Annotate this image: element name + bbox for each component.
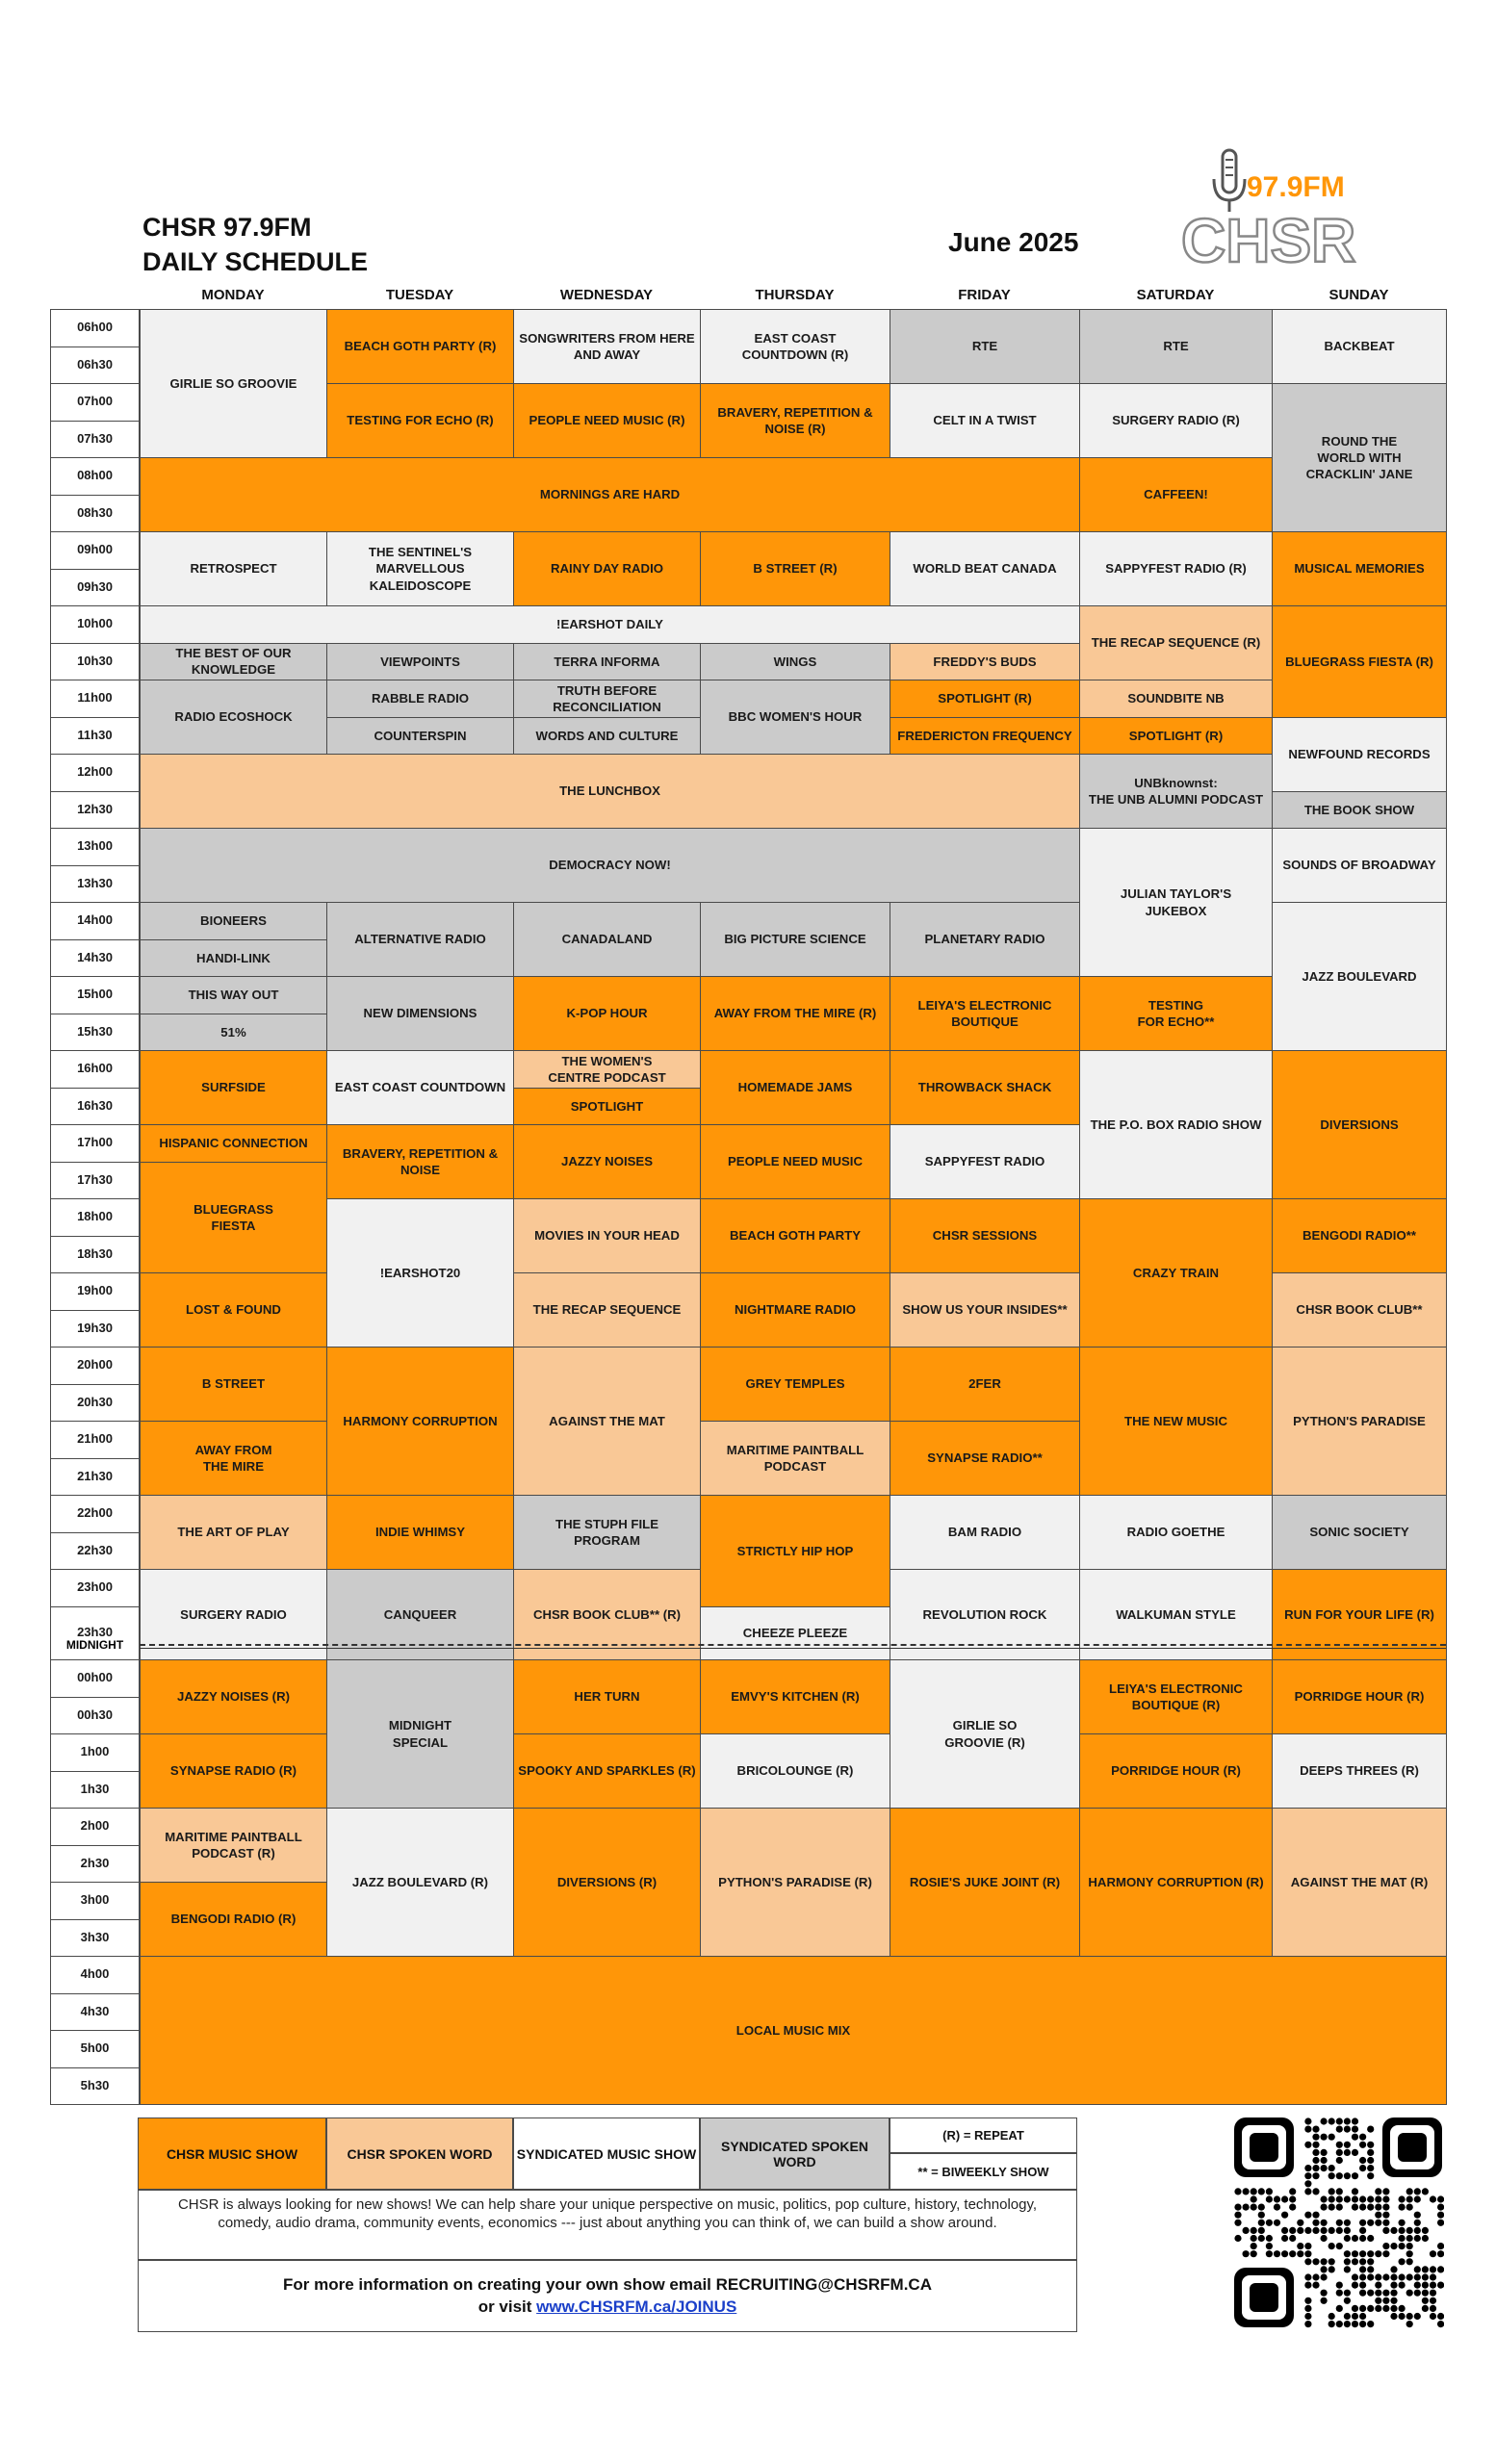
show-this-way-out: THIS WAY OUT <box>140 976 327 1014</box>
show-earshot-daily: !EARSHOT DAILY <box>140 605 1080 644</box>
show-jazz-boulevard: JAZZ BOULEVARD <box>1272 902 1447 1051</box>
show-truth-before-reconciliation: TRUTH BEFORE RECONCILIATION <box>513 680 701 718</box>
show-radio-ecoshock: RADIO ECOSHOCK <box>140 680 327 755</box>
time-slot-20h30: 20h30 <box>50 1384 140 1423</box>
show-bioneers: BIONEERS <box>140 902 327 940</box>
show-the-p-o-box-radio-show: THE P.O. BOX RADIO SHOW <box>1079 1050 1273 1199</box>
show-freddy-s-buds: FREDDY'S BUDS <box>890 643 1080 681</box>
show-newfound-records: NEWFOUND RECORDS <box>1272 717 1447 792</box>
show-leiya-s-electronic-boutique-r: LEIYA'S ELECTRONIC BOUTIQUE (R) <box>1079 1659 1273 1734</box>
time-slot-3h30: 3h30 <box>50 1919 140 1958</box>
show-songwriters-from-here-and-away: SONGWRITERS FROM HERE AND AWAY <box>513 309 701 384</box>
show-bravery-repetition-noise-r: BRAVERY, REPETITION & NOISE (R) <box>700 383 890 458</box>
time-slot-20h00: 20h00 <box>50 1347 140 1385</box>
contact-email-line: For more information on creating your own show email RECRUITING@CHSRFM.CA <box>283 2275 932 2294</box>
show-k-pop-hour: K-POP HOUR <box>513 976 701 1051</box>
show-her-turn: HER TURN <box>513 1659 701 1734</box>
legend-syndicated-music: SYNDICATED MUSIC SHOW <box>513 2118 700 2190</box>
day-header-saturday: SATURDAY <box>1136 287 1215 303</box>
time-slot-16h00: 16h00 <box>50 1050 140 1089</box>
show-the-recap-sequence: THE RECAP SEQUENCE <box>513 1272 701 1348</box>
show-deeps-threes-r: DEEPS THREES (R) <box>1272 1733 1447 1809</box>
time-slot-18h00: 18h00 <box>50 1198 140 1237</box>
show-new-dimensions: NEW DIMENSIONS <box>326 976 514 1051</box>
show-maritime-paintball-podcast-r: MARITIME PAINTBALL PODCAST (R) <box>140 1808 327 1883</box>
show-the-sentinel-s-marvellous-kaleidoscope: THE SENTINEL'S MARVELLOUS KALEIDOSCOPE <box>326 531 514 606</box>
day-header-tuesday: TUESDAY <box>385 287 454 303</box>
show-bengodi-radio: BENGODI RADIO** <box>1272 1198 1447 1273</box>
logo-frequency: 97.9FM <box>1247 171 1345 203</box>
schedule-month: June 2025 <box>948 227 1079 257</box>
show-b-street: B STREET <box>140 1347 327 1422</box>
show-canqueer: CANQUEER <box>326 1569 514 1660</box>
show-retrospect: RETROSPECT <box>140 531 327 606</box>
show-planetary-radio: PLANETARY RADIO <box>890 902 1080 977</box>
show-wings: WINGS <box>700 643 890 681</box>
time-slot-12h30: 12h30 <box>50 791 140 830</box>
recruitment-text: CHSR is always looking for new shows! We can help share your unique perspective on music, politics, pop culture, history, technology, comedy, audio drama, community events, economics --- just about anything you can think of, we can build a show around. <box>138 2190 1077 2260</box>
time-slot-4h30: 4h30 <box>50 1993 140 2032</box>
time-slot-07h30: 07h30 <box>50 421 140 459</box>
show-2fer: 2FER <box>890 1347 1080 1422</box>
time-slot-22h30: 22h30 <box>50 1532 140 1571</box>
show-beach-goth-party-r: BEACH GOTH PARTY (R) <box>326 309 514 384</box>
show-musical-memories: MUSICAL MEMORIES <box>1272 531 1447 606</box>
show-the-best-of-our-knowledge: THE BEST OF OUR KNOWLEDGE <box>140 643 327 681</box>
time-slot-10h00: 10h00 <box>50 605 140 644</box>
time-slot-13h00: 13h00 <box>50 828 140 866</box>
show-porridge-hour-r: PORRIDGE HOUR (R) <box>1079 1733 1273 1809</box>
show-rte: RTE <box>1079 309 1273 384</box>
show-sappyfest-radio-r: SAPPYFEST RADIO (R) <box>1079 531 1273 606</box>
show-show-us-your-insides: SHOW US YOUR INSIDES** <box>890 1272 1080 1348</box>
show-rabble-radio: RABBLE RADIO <box>326 680 514 718</box>
midnight-divider-rule <box>140 1648 1446 1649</box>
show-bravery-repetition-noise: BRAVERY, REPETITION & NOISE <box>326 1124 514 1199</box>
time-slot-14h00: 14h00 <box>50 902 140 940</box>
show-diversions-r: DIVERSIONS (R) <box>513 1808 701 1957</box>
time-slot-09h30: 09h30 <box>50 569 140 607</box>
show-away-from-the-mire-r: AWAY FROM THE MIRE (R) <box>700 976 890 1051</box>
time-slot-15h00: 15h00 <box>50 976 140 1014</box>
show-jazzy-noises-r: JAZZY NOISES (R) <box>140 1659 327 1734</box>
show-diversions: DIVERSIONS <box>1272 1050 1447 1199</box>
show-sounds-of-broadway: SOUNDS OF BROADWAY <box>1272 828 1447 903</box>
show-local-music-mix: LOCAL MUSIC MIX <box>140 1956 1447 2105</box>
time-slot-23h00: 23h00 <box>50 1569 140 1607</box>
time-slot-21h00: 21h00 <box>50 1421 140 1459</box>
show-sonic-society: SONIC SOCIETY <box>1272 1495 1447 1570</box>
qr-code-icon <box>1232 2116 1444 2329</box>
time-slot-11h00: 11h00 <box>50 680 140 718</box>
show-rainy-day-radio: RAINY DAY RADIO <box>513 531 701 606</box>
time-slot-09h00: 09h00 <box>50 531 140 570</box>
show-movies-in-your-head: MOVIES IN YOUR HEAD <box>513 1198 701 1273</box>
legend-biweekly-note: ** = BIWEEKLY SHOW <box>890 2153 1077 2190</box>
time-slot-1h00: 1h00 <box>50 1733 140 1772</box>
show-counterspin: COUNTERSPIN <box>326 717 514 756</box>
day-header-sunday: SUNDAY <box>1328 287 1389 303</box>
time-slot-22h00: 22h00 <box>50 1495 140 1533</box>
time-slot-00h00: 00h00 <box>50 1659 140 1698</box>
show-the-lunchbox: THE LUNCHBOX <box>140 754 1080 829</box>
show-words-and-culture: WORDS AND CULTURE <box>513 717 701 756</box>
visit-prefix: or visit <box>477 2297 537 2316</box>
show-spotlight-r: SPOTLIGHT (R) <box>890 680 1080 718</box>
show-against-the-mat: AGAINST THE MAT <box>513 1347 701 1496</box>
legend-spoken-word: CHSR SPOKEN WORD <box>326 2118 513 2190</box>
show-surfside: SURFSIDE <box>140 1050 327 1125</box>
show-run-for-your-life-r: RUN FOR YOUR LIFE (R) <box>1272 1569 1447 1660</box>
show-spooky-and-sparkles-r: SPOOKY AND SPARKLES (R) <box>513 1733 701 1809</box>
time-slot-4h00: 4h00 <box>50 1956 140 1994</box>
show-bengodi-radio-r: BENGODI RADIO (R) <box>140 1882 327 1957</box>
time-slot-5h00: 5h00 <box>50 2030 140 2068</box>
legend-syndicated-spoken: SYNDICATED SPOKEN WORD <box>700 2118 890 2190</box>
show-big-picture-science: BIG PICTURE SCIENCE <box>700 902 890 977</box>
time-slot-08h00: 08h00 <box>50 457 140 496</box>
time-slot-18h30: 18h30 <box>50 1236 140 1274</box>
show-midnight-special: MIDNIGHT SPECIAL <box>326 1659 514 1809</box>
show-round-the-world-with-cracklin-jane: ROUND THE WORLD WITH CRACKLIN' JANE <box>1272 383 1447 532</box>
time-slot-10h30: 10h30 <box>50 643 140 681</box>
show-maritime-paintball-podcast: MARITIME PAINTBALL PODCAST <box>700 1421 890 1496</box>
time-slot-15h30: 15h30 <box>50 1014 140 1052</box>
time-slot-14h30: 14h30 <box>50 939 140 978</box>
show-against-the-mat-r: AGAINST THE MAT (R) <box>1272 1808 1447 1957</box>
show-cheeze-pleeze: CHEEZE PLEEZE <box>700 1606 890 1661</box>
show-chsr-book-club-r: CHSR BOOK CLUB** (R) <box>513 1569 701 1660</box>
show-bluegrass-fiesta-r: BLUEGRASS FIESTA (R) <box>1272 605 1447 718</box>
time-slot-3h00: 3h00 <box>50 1882 140 1920</box>
time-slot-19h30: 19h30 <box>50 1310 140 1348</box>
show-away-from-the-mire: AWAY FROM THE MIRE <box>140 1421 327 1496</box>
show-earshot20: !EARSHOT20 <box>326 1198 514 1348</box>
show-nightmare-radio: NIGHTMARE RADIO <box>700 1272 890 1348</box>
show-crazy-train: CRAZY TRAIN <box>1079 1198 1273 1348</box>
show-porridge-hour-r: PORRIDGE HOUR (R) <box>1272 1659 1447 1734</box>
show-the-recap-sequence-r: THE RECAP SEQUENCE (R) <box>1079 605 1273 680</box>
show-chsr-sessions: CHSR SESSIONS <box>890 1198 1080 1273</box>
show-radio-goethe: RADIO GOETHE <box>1079 1495 1273 1570</box>
show-synapse-radio: SYNAPSE RADIO** <box>890 1421 1080 1496</box>
show-democracy-now: DEMOCRACY NOW! <box>140 828 1080 903</box>
show-chsr-book-club: CHSR BOOK CLUB** <box>1272 1272 1447 1348</box>
contact-info <box>138 2260 1077 2332</box>
show-spotlight-r: SPOTLIGHT (R) <box>1079 717 1273 756</box>
join-us-link[interactable]: www.CHSRFM.ca/JOINUS <box>536 2297 737 2316</box>
show-bricolounge-r: BRICOLOUNGE (R) <box>700 1733 890 1809</box>
show-celt-in-a-twist: CELT IN A TWIST <box>890 383 1080 458</box>
show-soundbite-nb: SOUNDBITE NB <box>1079 680 1273 718</box>
show-homemade-jams: HOMEMADE JAMS <box>700 1050 890 1125</box>
show-alternative-radio: ALTERNATIVE RADIO <box>326 902 514 977</box>
show-lost-found: LOST & FOUND <box>140 1272 327 1348</box>
show-people-need-music: PEOPLE NEED MUSIC <box>700 1124 890 1199</box>
day-header-thursday: THURSDAY <box>755 287 835 303</box>
time-slot-19h00: 19h00 <box>50 1272 140 1311</box>
show-the-women-s-centre-podcast: THE WOMEN'S CENTRE PODCAST <box>513 1050 701 1089</box>
show-girlie-so-groovie-r: GIRLIE SO GROOVIE (R) <box>890 1659 1080 1809</box>
time-slot-2h30: 2h30 <box>50 1845 140 1884</box>
show-jazzy-noises: JAZZY NOISES <box>513 1124 701 1199</box>
time-slot-06h00: 06h00 <box>50 309 140 347</box>
time-slot-08h30: 08h30 <box>50 495 140 533</box>
show-viewpoints: VIEWPOINTS <box>326 643 514 681</box>
show-surgery-radio: SURGERY RADIO <box>140 1569 327 1660</box>
show-east-coast-countdown: EAST COAST COUNTDOWN <box>326 1050 514 1125</box>
time-slot-23h30: 23h30 <box>50 1606 140 1661</box>
show-beach-goth-party: BEACH GOTH PARTY <box>700 1198 890 1273</box>
logo-callsign: CHSR <box>1181 206 1356 270</box>
time-slot-12h00: 12h00 <box>50 754 140 792</box>
show-spotlight: SPOTLIGHT <box>513 1088 701 1126</box>
time-slot-00h30: 00h30 <box>50 1697 140 1735</box>
show-fredericton-frequency: FREDERICTON FREQUENCY <box>890 717 1080 756</box>
station-name: CHSR 97.9FM <box>142 213 312 242</box>
show-handi-link: HANDI-LINK <box>140 939 327 978</box>
show-51: 51% <box>140 1014 327 1052</box>
legend-music-show: CHSR MUSIC SHOW <box>138 2118 326 2190</box>
show-bluegrass-fiesta: BLUEGRASS FIESTA <box>140 1162 327 1274</box>
show-jazz-boulevard-r: JAZZ BOULEVARD (R) <box>326 1808 514 1957</box>
time-slot-5h30: 5h30 <box>50 2067 140 2106</box>
time-slot-13h30: 13h30 <box>50 865 140 904</box>
show-testing-for-echo: TESTING FOR ECHO** <box>1079 976 1273 1051</box>
show-caffeen: CAFFEEN! <box>1079 457 1273 532</box>
show-east-coast-countdown-r: EAST COAST COUNTDOWN (R) <box>700 309 890 384</box>
show-julian-taylor-s-jukebox: JULIAN TAYLOR'S JUKEBOX <box>1079 828 1273 977</box>
show-hispanic-connection: HISPANIC CONNECTION <box>140 1124 327 1163</box>
time-slot-1h30: 1h30 <box>50 1771 140 1810</box>
midnight-divider <box>140 1644 1446 1646</box>
contact-visit-line <box>139 2296 1076 2318</box>
time-slot-06h30: 06h30 <box>50 346 140 385</box>
show-harmony-corruption: HARMONY CORRUPTION <box>326 1347 514 1496</box>
show-the-book-show: THE BOOK SHOW <box>1272 791 1447 830</box>
show-bbc-women-s-hour: BBC WOMEN'S HOUR <box>700 680 890 755</box>
show-terra-informa: TERRA INFORMA <box>513 643 701 681</box>
show-synapse-radio-r: SYNAPSE RADIO (R) <box>140 1733 327 1809</box>
show-leiya-s-electronic-boutique: LEIYA'S ELECTRONIC BOUTIQUE <box>890 976 1080 1051</box>
show-testing-for-echo-r: TESTING FOR ECHO (R) <box>326 383 514 458</box>
show-emvy-s-kitchen-r: EMVY'S KITCHEN (R) <box>700 1659 890 1734</box>
show-the-new-music: THE NEW MUSIC <box>1079 1347 1273 1496</box>
time-slot-16h30: 16h30 <box>50 1088 140 1126</box>
show-b-street-r: B STREET (R) <box>700 531 890 606</box>
show-canadaland: CANADALAND <box>513 902 701 977</box>
show-surgery-radio-r: SURGERY RADIO (R) <box>1079 383 1273 458</box>
day-header-monday: MONDAY <box>201 287 265 303</box>
time-slot-07h00: 07h00 <box>50 383 140 422</box>
show-the-stuph-file-program: THE STUPH FILE PROGRAM <box>513 1495 701 1570</box>
show-mornings-are-hard: MORNINGS ARE HARD <box>140 457 1080 532</box>
show-strictly-hip-hop: STRICTLY HIP HOP <box>700 1495 890 1607</box>
show-rosie-s-juke-joint-r: ROSIE'S JUKE JOINT (R) <box>890 1808 1080 1957</box>
show-unbknownst-the-unb-alumni-podcast: UNBknownst: THE UNB ALUMNI PODCAST <box>1079 754 1273 829</box>
show-throwback-shack: THROWBACK SHACK <box>890 1050 1080 1125</box>
show-the-art-of-play: THE ART OF PLAY <box>140 1495 327 1570</box>
show-grey-temples: GREY TEMPLES <box>700 1347 890 1422</box>
show-python-s-paradise: PYTHON'S PARADISE <box>1272 1347 1447 1496</box>
time-slot-17h00: 17h00 <box>50 1124 140 1163</box>
schedule-subtitle: DAILY SCHEDULE <box>142 247 369 276</box>
show-revolution-rock: REVOLUTION ROCK <box>890 1569 1080 1660</box>
show-sappyfest-radio: SAPPYFEST RADIO <box>890 1124 1080 1199</box>
show-bam-radio: BAM RADIO <box>890 1495 1080 1570</box>
show-people-need-music-r: PEOPLE NEED MUSIC (R) <box>513 383 701 458</box>
time-slot-11h30: 11h30 <box>50 717 140 756</box>
show-indie-whimsy: INDIE WHIMSY <box>326 1495 514 1570</box>
day-header-friday: FRIDAY <box>958 287 1011 303</box>
day-header-wednesday: WEDNESDAY <box>559 287 654 303</box>
time-slot-21h30: 21h30 <box>50 1458 140 1497</box>
time-slot-2h00: 2h00 <box>50 1808 140 1846</box>
show-walkuman-style: WALKUMAN STYLE <box>1079 1569 1273 1660</box>
show-world-beat-canada: WORLD BEAT CANADA <box>890 531 1080 606</box>
midnight-label: MIDNIGHT <box>65 1638 124 1652</box>
show-girlie-so-groovie: GIRLIE SO GROOVIE <box>140 309 327 458</box>
show-backbeat: BACKBEAT <box>1272 309 1447 384</box>
show-rte: RTE <box>890 309 1080 384</box>
show-harmony-corruption-r: HARMONY CORRUPTION (R) <box>1079 1808 1273 1957</box>
show-python-s-paradise-r: PYTHON'S PARADISE (R) <box>700 1808 890 1957</box>
legend-repeat-note: (R) = REPEAT <box>890 2118 1077 2153</box>
time-slot-17h30: 17h30 <box>50 1162 140 1200</box>
